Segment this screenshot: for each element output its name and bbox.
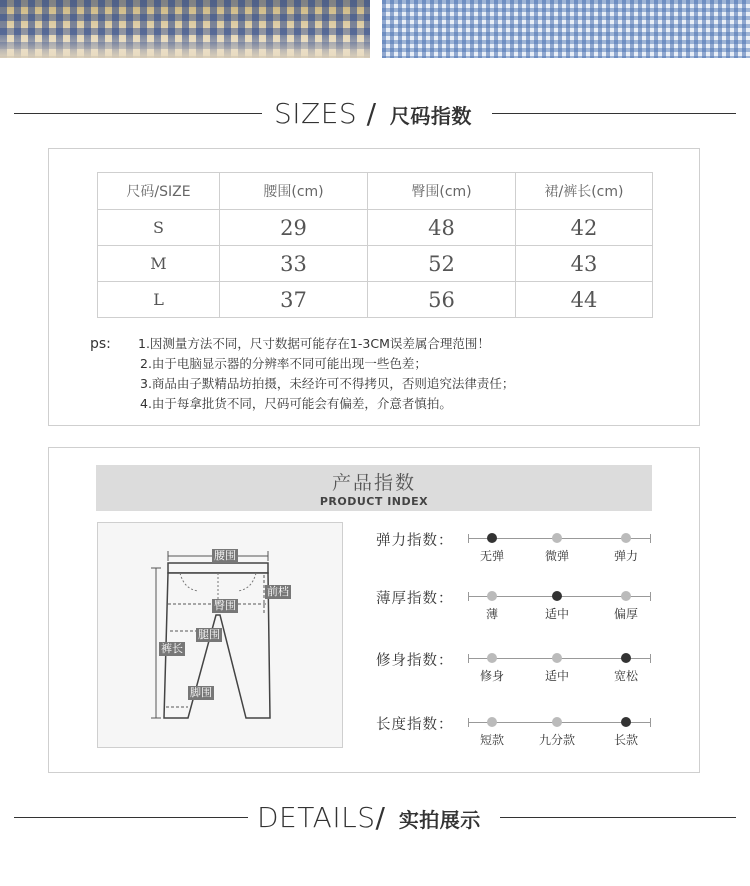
details-heading-zh: 实拍展示 [398,808,481,832]
tag-waist: 腰围 [214,549,236,562]
scale-end-tick [650,654,651,663]
heading-rule-left [14,817,248,818]
details-heading-en: DETAILS [257,801,376,834]
table-row [98,246,653,282]
note-item: 2.由于电脑显示器的分辨率不同可能出现一些色差； [140,356,427,371]
table-row [98,210,653,246]
heading-rule-right [492,113,736,114]
index-label: 修身指数： [376,653,454,669]
heading-rule-right [500,817,736,818]
sizes-heading [274,97,472,130]
waist-cell: 33 [220,246,368,282]
size-cell: L [98,282,220,318]
length-cell: 43 [516,246,653,282]
tag-length: 裤长 [161,642,183,655]
tag-hip: 臀围 [214,599,236,612]
details-heading-sep: / [375,801,395,834]
header-waist: 腰围(cm) [220,173,368,210]
header-size: 尺码/SIZE [98,173,220,210]
index-option-label: 长款 [613,733,639,747]
scale-end-tick [650,718,651,727]
table-row [98,282,653,318]
length-cell: 44 [516,282,653,318]
notes-prefix: ps: [90,336,111,352]
product-index-title-zh: 产品指数 [331,472,416,494]
index-dot-selected [552,591,562,601]
heading-rule-left [14,113,262,114]
index-dot [552,717,562,727]
index-option-label: 弹力 [613,549,639,563]
header-length: 裙/裤长(cm) [516,173,653,210]
note-item: 1.因测量方法不同，尺寸数据可能存在1-3CM误差属合理范围！ [138,336,490,351]
index-option-label: 短款 [479,733,505,747]
index-option-label: 适中 [544,607,570,621]
pants-diagram [97,522,343,748]
index-dot [552,533,562,543]
index-label: 薄厚指数： [376,591,454,607]
sizes-heading-zh: 尺码指数 [389,104,472,128]
size-table [97,172,653,318]
scale-end-tick [468,718,469,727]
index-label: 弹力指数： [376,533,454,549]
size-table-header-row [98,173,653,210]
index-option-label: 薄 [485,607,499,621]
scale-end-tick [468,534,469,543]
hip-cell: 48 [368,210,516,246]
product-index-title-en: PRODUCT INDEX [319,495,429,508]
waist-cell: 37 [220,282,368,318]
note-item: 4.由于每拿批货不同，尺码可能会有偏差，介意者慎拍。 [140,396,452,411]
waist-cell: 29 [220,210,368,246]
size-cell: S [98,210,220,246]
index-dot [621,591,631,601]
note-item: 3.商品由子默精品坊拍摄，未经许可不得拷贝，否则追究法律责任； [140,376,515,391]
details-heading [257,801,481,834]
tag-front-rise: 前档 [267,585,289,598]
sizes-heading-en: SIZES [274,97,358,130]
scale-end-tick [468,592,469,601]
tag-thigh: 腿围 [198,628,220,641]
product-index-banner [96,465,652,511]
index-option-label: 适中 [544,669,570,683]
hip-cell: 56 [368,282,516,318]
index-dot-selected [621,717,631,727]
index-label: 长度指数： [376,717,454,733]
tag-hem: 脚围 [190,686,212,699]
index-dot [487,653,497,663]
index-option-label: 宽松 [613,669,639,683]
header-hip: 臀围(cm) [368,173,516,210]
index-option-label: 九分款 [538,733,576,747]
scale-end-tick [650,592,651,601]
product-photo-right [382,0,750,58]
sizes-heading-sep: / [357,97,386,130]
length-cell: 42 [516,210,653,246]
index-dot [487,591,497,601]
index-dot-selected [487,533,497,543]
index-option-label: 偏厚 [613,607,639,621]
size-cell: M [98,246,220,282]
index-option-label: 修身 [479,669,505,683]
scale-end-tick [650,534,651,543]
index-dot [552,653,562,663]
index-option-label: 无弹 [479,549,505,563]
photo-floor-shade [0,36,370,58]
index-option-label: 微弹 [544,549,570,563]
index-dot-selected [621,653,631,663]
hip-cell: 52 [368,246,516,282]
index-dot [621,533,631,543]
scale-end-tick [468,654,469,663]
index-dot [487,717,497,727]
